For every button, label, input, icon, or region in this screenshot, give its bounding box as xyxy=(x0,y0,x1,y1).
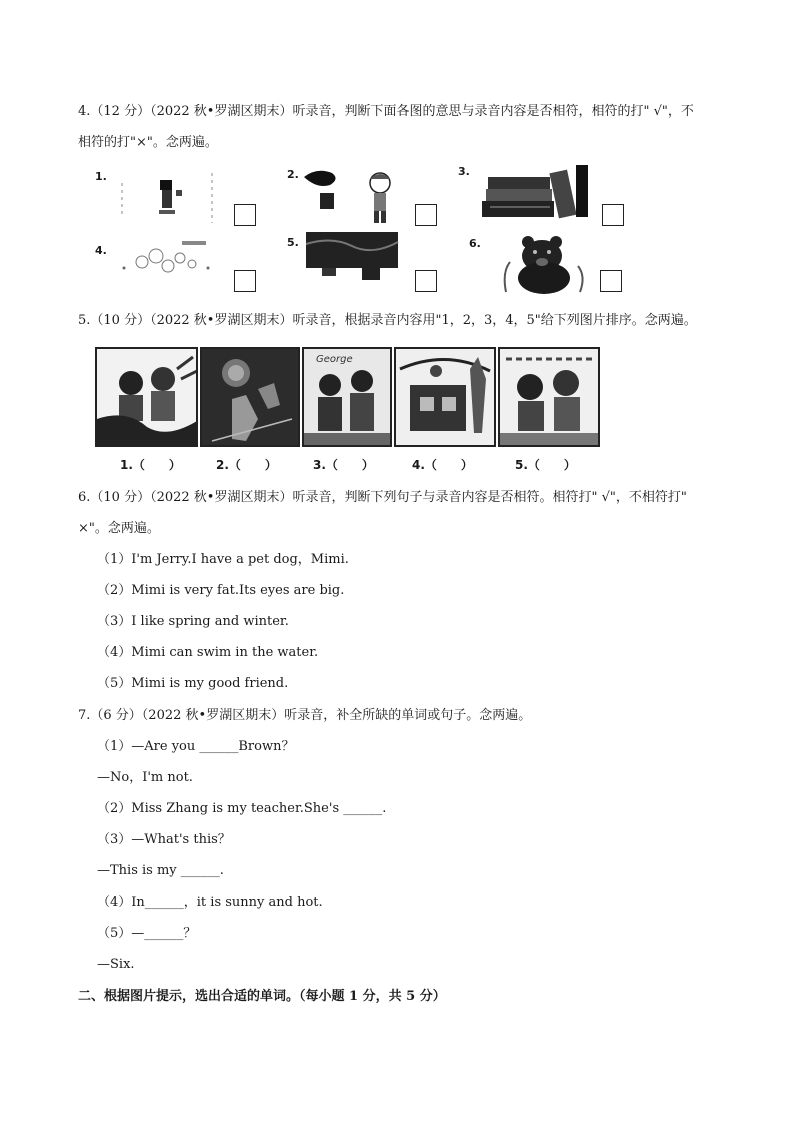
q4-item-2-number: 2. xyxy=(287,168,299,181)
q6-item-3: （3）I like spring and winter. xyxy=(97,614,289,629)
q6-item-1: （1）I'm Jerry.I have a pet dog，Mimi. xyxy=(97,552,349,567)
q7-line-7: （5）—______？ xyxy=(97,926,197,941)
q5-answer-slot-1[interactable]: 1.（ ） xyxy=(120,458,181,472)
q5-picture-5 xyxy=(498,347,600,447)
q6-instruction-line2: ×"。念两遍。 xyxy=(78,521,160,536)
q5-instruction: 5.（10 分）（2022 秋•罗湖区期末）听录音，根据录音内容用"1，2，3，4，5"给下列图片排序。念两遍。 xyxy=(78,313,697,328)
q5-picture-4 xyxy=(394,347,496,447)
q6-item-4: （4）Mimi can swim in the water. xyxy=(97,645,319,660)
q4-check-box-6[interactable] xyxy=(600,270,622,292)
q4-item-3-number: 3. xyxy=(458,165,470,178)
q4-check-box-2[interactable] xyxy=(415,204,437,226)
q4-instruction-line2: 相符的打"×"。念两遍。 xyxy=(78,135,218,150)
q6-item-2: （2）Mimi is very fat.Its eyes are big. xyxy=(97,583,345,598)
q5-answer-slot-5[interactable]: 5.（ ） xyxy=(515,458,576,472)
section-2-heading: 二、根据图片提示，选出合适的单词。（每小题 1 分，共 5 分） xyxy=(78,989,446,1004)
q4-picture-3 xyxy=(478,163,596,221)
q4-picture-5 xyxy=(302,232,402,282)
q4-item-6-number: 6. xyxy=(469,237,481,250)
q7-line-6: （4）In______，it is sunny and hot. xyxy=(97,895,323,910)
q7-line-2: —No，I'm not. xyxy=(97,770,193,785)
q5-answer-slot-3[interactable]: 3.（ ） xyxy=(313,458,374,472)
q7-line-5: —This is my ______. xyxy=(97,863,224,878)
q4-check-box-1[interactable] xyxy=(234,204,256,226)
q4-item-5-number: 5. xyxy=(287,236,299,249)
q6-item-5: （5）Mimi is my good friend. xyxy=(97,676,289,691)
q7-line-1: （1）—Are you ______Brown？ xyxy=(97,739,295,754)
q7-line-3: （2）Miss Zhang is my teacher.She's ______. xyxy=(97,801,387,816)
q7-line-8: —Six. xyxy=(97,957,135,972)
q4-instruction-line1: 4.（12 分）（2022 秋•罗湖区期末）听录音，判断下面各图的意思与录音内容是否相符，相符的打" √"，不 xyxy=(78,104,694,119)
q6-instruction-line1: 6.（10 分）（2022 秋•罗湖区期末）听录音，判断下列句子与录音内容是否相符。相符打" √"，不相符打" xyxy=(78,490,687,505)
q5-picture-3 xyxy=(302,347,392,447)
q4-check-box-3[interactable] xyxy=(602,204,624,226)
q4-item-4-number: 4. xyxy=(95,244,107,257)
q4-picture-2 xyxy=(302,165,402,227)
q5-picture-1 xyxy=(95,347,198,447)
q4-picture-4 xyxy=(112,238,222,278)
q5-picture-2 xyxy=(200,347,300,447)
q4-item-1-number: 1. xyxy=(95,170,107,183)
q4-picture-6 xyxy=(500,232,590,294)
q4-picture-1 xyxy=(112,168,222,228)
q5-answer-slot-2[interactable]: 2.（ ） xyxy=(216,458,277,472)
q5-picture-3-label: George xyxy=(316,354,353,365)
q5-answer-slot-4[interactable]: 4.（ ） xyxy=(412,458,473,472)
q7-line-4: （3）—What's this？ xyxy=(97,832,231,847)
q7-instruction: 7.（6 分）（2022 秋•罗湖区期末）听录音，补全所缺的单词或句子。念两遍。 xyxy=(78,708,532,723)
q4-check-box-4[interactable] xyxy=(234,270,256,292)
q4-check-box-5[interactable] xyxy=(415,270,437,292)
